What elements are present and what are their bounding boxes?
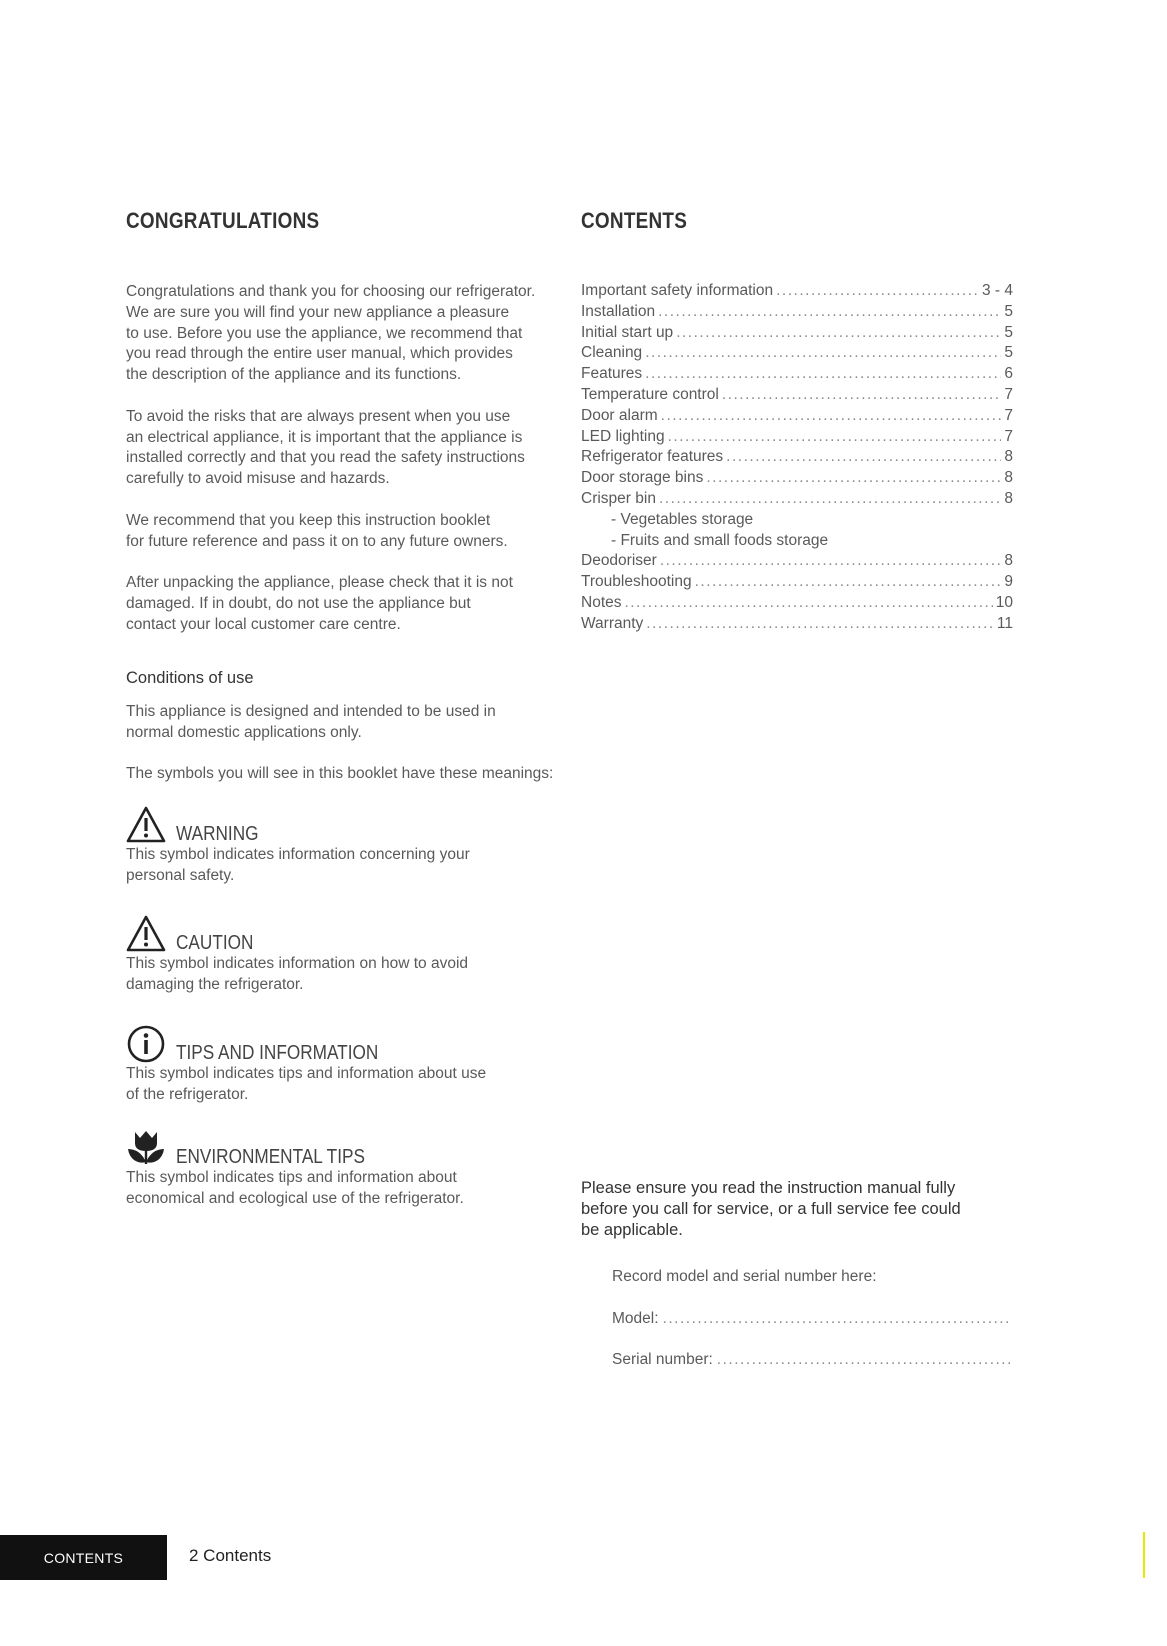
- toc-title: LED lighting: [581, 427, 665, 445]
- model-field[interactable]: [612, 1310, 1012, 1328]
- text-line: normal domestic applications only.: [126, 723, 362, 741]
- text-line: This symbol indicates information on how to avoid: [126, 955, 469, 972]
- intro-paragraph: [126, 407, 566, 490]
- toc-page: 7: [1004, 385, 1013, 403]
- toc-page: 5: [1004, 323, 1013, 341]
- toc-title: Door alarm: [581, 406, 658, 424]
- congratulations-heading: CONGRATULATIONS: [126, 208, 320, 233]
- text-line: damaging the refrigerator.: [126, 975, 304, 993]
- toc-title: Installation: [581, 302, 656, 320]
- service-notice: [581, 1178, 1011, 1240]
- model-leader: [663, 1310, 1012, 1328]
- toc-entry[interactable]: [581, 552, 1013, 573]
- toc-title: Initial start up: [581, 323, 674, 341]
- toc-page: 8: [1004, 552, 1013, 570]
- text-line: After unpacking the appliance, please check that it is not: [126, 574, 513, 592]
- text-line: of the refrigerator.: [126, 1085, 249, 1103]
- text-line: for future reference and pass it on to any future owners.: [126, 532, 508, 550]
- footer-page-number: 2 Contents: [189, 1546, 272, 1565]
- toc-title: Crisper bin: [581, 489, 656, 507]
- text-line: Congratulations and thank you for choosing our refrigerator.: [126, 283, 536, 300]
- toc-entry[interactable]: [581, 490, 1013, 511]
- tips-block: [126, 1022, 566, 1106]
- toc-title: Important safety information: [581, 282, 774, 299]
- toc-entry[interactable]: [581, 344, 1013, 365]
- text-line: We are sure you will find your new appliance a pleasure: [126, 303, 510, 321]
- toc-entry[interactable]: [581, 448, 1013, 469]
- serial-label: Serial number:: [612, 1351, 713, 1368]
- toc-page: 3 - 4: [981, 282, 1013, 299]
- toc-leader: [646, 615, 994, 633]
- text-line: This symbol indicates tips and information about: [126, 1169, 457, 1186]
- toc-page: 7: [1004, 406, 1013, 424]
- toc-title: Features: [581, 365, 643, 383]
- warning-icon: [126, 805, 166, 845]
- toc-title: Notes: [581, 593, 622, 611]
- toc-entry[interactable]: [581, 282, 1013, 303]
- environmental-block: [126, 1126, 566, 1210]
- toc-entry[interactable]: [581, 365, 1013, 386]
- caution-icon: [126, 914, 166, 954]
- toc-entry[interactable]: [581, 594, 1013, 615]
- toc-title: Door storage bins: [581, 469, 704, 487]
- toc-title: Refrigerator features: [581, 448, 724, 466]
- caution-block: [126, 912, 566, 996]
- toc-page: 5: [1004, 344, 1013, 362]
- toc-entry[interactable]: [581, 386, 1013, 407]
- toc-subentry: - Vegetables storage: [611, 510, 754, 528]
- toc-leader: [659, 490, 1001, 508]
- toc-title: Troubleshooting: [581, 573, 692, 591]
- toc-page: 11: [996, 614, 1013, 632]
- text-line: This appliance is designed and intended to be used in: [126, 703, 496, 720]
- caution-label: CAUTION: [176, 932, 254, 954]
- intro-paragraph: [126, 511, 566, 553]
- contents-heading: CONTENTS: [581, 208, 688, 233]
- intro-text: [126, 282, 566, 656]
- toc-page: 10: [995, 593, 1013, 611]
- toc-leader: [668, 428, 1002, 446]
- text-line: Please ensure you read the instruction manual fully: [581, 1179, 956, 1197]
- text-line: to use. Before you use the appliance, we recommend that: [126, 324, 523, 342]
- model-label: Model:: [612, 1310, 659, 1327]
- info-icon: [126, 1024, 166, 1064]
- toc-title: Temperature control: [581, 385, 719, 403]
- table-of-contents: [581, 282, 1013, 636]
- toc-title: Warranty: [581, 614, 644, 632]
- text-line: carefully to avoid misuse and hazards.: [126, 470, 390, 488]
- toc-entry[interactable]: [581, 615, 1013, 636]
- toc-page: 7: [1004, 427, 1013, 445]
- toc-page: 8: [1004, 489, 1013, 507]
- toc-page: 9: [1004, 573, 1013, 591]
- text-line: To avoid the risks that are always present when you use: [126, 407, 511, 425]
- symbols-intro: [126, 764, 566, 785]
- intro-paragraph: [126, 573, 566, 635]
- toc-title: Deodoriser: [581, 552, 657, 570]
- toc-page: 5: [1004, 302, 1013, 320]
- text-line: before you call for service, or a full service fee could: [581, 1199, 961, 1218]
- toc-page: 8: [1004, 448, 1013, 466]
- toc-leader: [726, 448, 1001, 466]
- text-line: This symbol indicates tips and information about use: [126, 1065, 487, 1082]
- text-line: be applicable.: [581, 1220, 683, 1239]
- text-line: damaged. If in doubt, do not use the appliance but: [126, 594, 471, 612]
- toc-leader: [661, 407, 1002, 425]
- serial-number-field[interactable]: [612, 1351, 1012, 1369]
- warning-label: WARNING: [176, 823, 259, 845]
- toc-entry[interactable]: [581, 324, 1013, 345]
- text-line: economical and ecological use of the refrigerator.: [126, 1189, 464, 1207]
- toc-entry[interactable]: [581, 407, 1013, 428]
- warning-block: [126, 803, 566, 887]
- text-line: personal safety.: [126, 866, 235, 884]
- footer-section-tab: CONTENTS: [0, 1535, 167, 1580]
- toc-leader: [645, 344, 1001, 362]
- toc-leader: [658, 303, 1001, 321]
- toc-subentry: - Fruits and small foods storage: [611, 531, 829, 549]
- text-line: The symbols you will see in this booklet have these meanings:: [126, 765, 554, 782]
- toc-leader: [722, 386, 1002, 404]
- toc-entry[interactable]: [581, 428, 1013, 449]
- environment-icon: [126, 1128, 166, 1168]
- toc-page: 6: [1004, 365, 1013, 383]
- toc-leader: [706, 469, 1001, 487]
- text-line: you read through the entire user manual, which provides: [126, 345, 513, 363]
- intro-paragraph: [126, 282, 566, 386]
- conditions-title: Conditions of use: [126, 669, 254, 687]
- toc-entry[interactable]: [581, 469, 1013, 490]
- toc-leader: [660, 552, 1002, 570]
- edge-accent-line: [1143, 1532, 1145, 1578]
- serial-leader: [717, 1351, 1012, 1369]
- toc-leader: [625, 594, 993, 612]
- conditions-text: [126, 702, 566, 744]
- tips-label: TIPS AND INFORMATION: [176, 1042, 379, 1064]
- toc-leader: [695, 573, 1002, 591]
- toc-entry[interactable]: [581, 573, 1013, 594]
- text-line: This symbol indicates information concerning your: [126, 846, 470, 863]
- text-line: contact your local customer care centre.: [126, 615, 401, 633]
- text-line: We recommend that you keep this instruction booklet: [126, 511, 491, 529]
- record-intro: Record model and serial number here:: [612, 1268, 877, 1285]
- toc-title: Cleaning: [581, 344, 643, 362]
- toc-page: 8: [1004, 469, 1013, 487]
- text-line: installed correctly and that you read the safety instructions: [126, 449, 525, 467]
- toc-leader: [645, 365, 1001, 383]
- text-line: an electrical appliance, it is important that the appliance is: [126, 428, 523, 446]
- text-line: the description of the appliance and its functions.: [126, 366, 462, 384]
- toc-entry[interactable]: [581, 303, 1013, 324]
- toc-leader: [676, 324, 1001, 342]
- toc-leader: [776, 282, 979, 300]
- environmental-label: ENVIRONMENTAL TIPS: [176, 1146, 365, 1168]
